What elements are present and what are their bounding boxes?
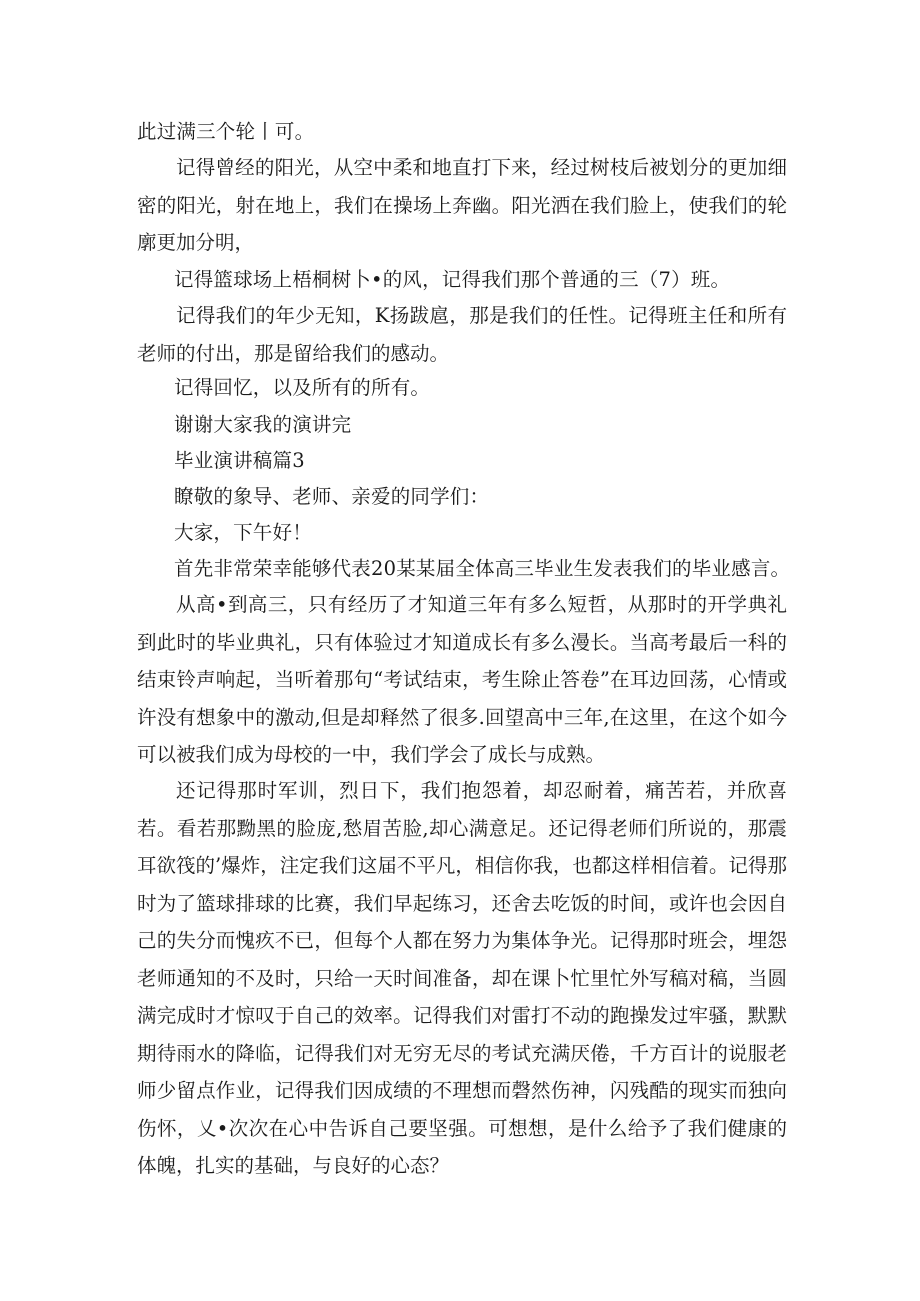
paragraph-high-school: 从高•到高三，只有经历了才知道三年有多么短哲，从那时的开学典礼到此时的毕业典礼，只有体验过才知道成长有多么漫长。当高考最后一科的结束铃声响起，当听着那句“考试结束，考生除止答卷”在耳边回荡，心情或许没有想象中的激动,但是却释然了很多.回望高中三年,在这里，在这个如今可以被我们成为母校的一中，我们学会了成长与成熟。	[137, 593, 787, 766]
section-heading: 毕业演讲稿篇3	[174, 449, 305, 472]
paragraph-memories: 还记得那时军训，烈日下，我们抱怨着，却忍耐着，痛苦若，并欣喜若。看若那黝黑的脸庞,愁眉苦脸,却心满意足。还记得老师们所说的，那震耳欲筏的’爆炸，注定我们这届不平凡，相信你我，也都这样相信着。记得那时为了篮球排球的比赛，我们早起练习，还舍去吃饭的时间，或许也会因自己的失分而愧疚不已，但每个人都在努力为集体争光。记得那时班会，埋怨老师通知的不及时，只给一天时间准备，却在课卜忙里忙外写稿对稿，当圆满完成时才惊叹于自己的效率。记得我们对雷打不动的跑操发过牢骚，默默期待雨水的降临，记得我们对无穷无尽的考试充满厌倦，千方百计的说服老师少留点作业，记得我们因成绩的不理想而磬然伤神，闪残酷的现实而独向伤怀，乂•次次在心中告诉自己要坚强。可想想，是什么给予了我们健康的体魄，扎实的基础，与良好的心态？	[137, 779, 787, 1177]
paragraph-5: 记得回忆，以及所有的所有。	[174, 376, 431, 399]
paragraph-2: 记得曾经的阳光，从空中柔和地直打下来，经过树枝后被划分的更加细密的阳光，射在地上，我们在操场上奔幽。阳光洒在我们脸上，使我们的轮廓更加分明，	[137, 156, 787, 254]
paragraph-6: 谢谢大家我的演讲完	[174, 413, 352, 436]
salutation: 瞭敬的象导、老师、亲爱的同学们：	[174, 485, 490, 508]
paragraph-1: 此过满三个轮丨可。	[137, 120, 315, 143]
paragraph-opening: 首先非常荣幸能够代表20某某届全体高三毕业生发表我们的毕业感言。	[174, 557, 791, 580]
paragraph-3: 记得篮球场上梧桐树卜•的风，记得我们那个普通的三（7）班。	[174, 268, 731, 291]
paragraph-4: 记得我们的年少无知，K扬跋扈，那是我们的任性。记得班主任和所有老师的付出，那是留给我们的感动。	[137, 304, 787, 365]
greeting: 大家，下午好！	[174, 521, 312, 544]
